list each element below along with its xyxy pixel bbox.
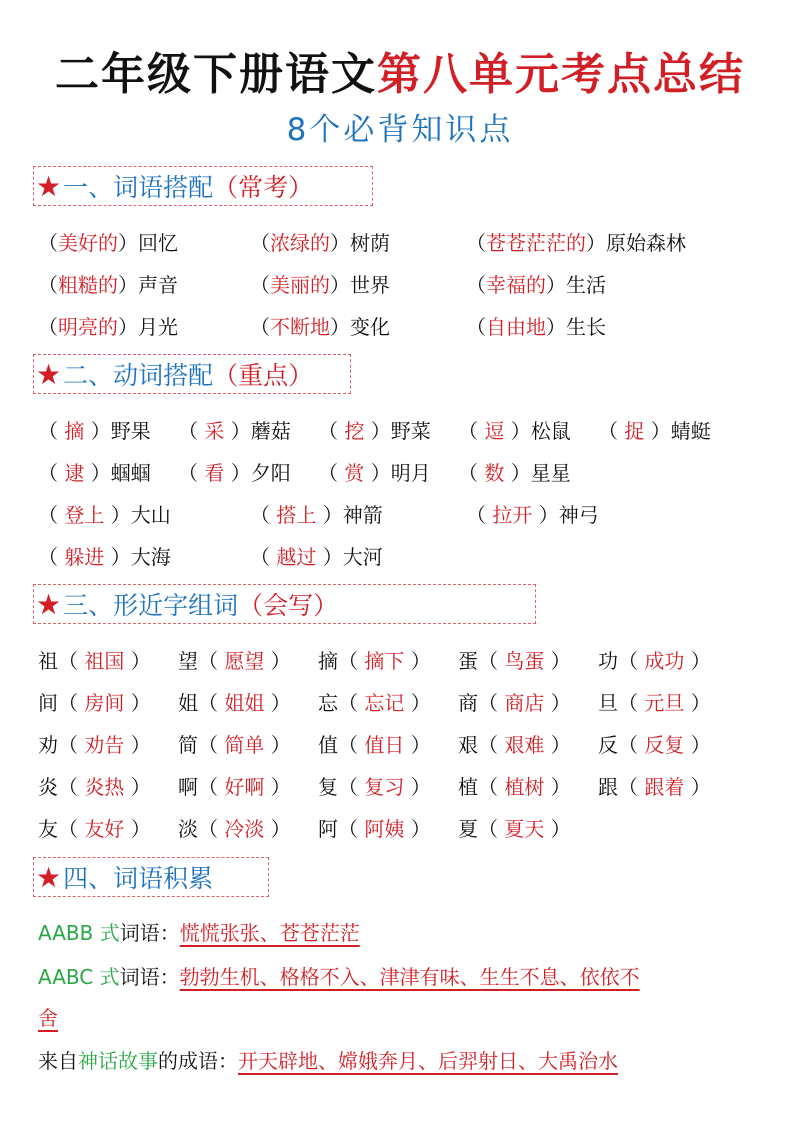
char-item: 简（ 简单 ） bbox=[178, 733, 291, 757]
aabc-line bbox=[38, 961, 640, 990]
char-base: 炎 bbox=[38, 775, 58, 799]
aabc-words: 勃勃生机、格格不入、津津有味、生生不息、依依不 bbox=[179, 965, 640, 989]
aabc-label: 词语： bbox=[119, 965, 180, 989]
verb-item: （ 越过 ）大河 bbox=[250, 545, 383, 569]
star-icon: ★ bbox=[36, 587, 62, 621]
verb-object: 星星 bbox=[530, 461, 571, 485]
char-word: 忘记 bbox=[364, 691, 405, 715]
verb-word: 挖 bbox=[344, 419, 365, 443]
char-item: 旦（ 元旦 ） bbox=[598, 691, 711, 715]
char-word: 好啊 bbox=[224, 775, 265, 799]
char-base: 祖 bbox=[38, 649, 58, 673]
section-1-note: （常考） bbox=[213, 173, 314, 202]
section-1-label: 一、词语搭配 bbox=[63, 173, 214, 202]
char-base: 商 bbox=[458, 691, 478, 715]
myth-prefix: 来自 bbox=[38, 1049, 78, 1073]
section-1-header bbox=[33, 166, 373, 206]
char-word: 夏天 bbox=[504, 817, 545, 841]
char-word: 冷淡 bbox=[224, 817, 265, 841]
star-icon: ★ bbox=[36, 169, 62, 203]
char-base: 啊 bbox=[178, 775, 198, 799]
aabb-tag: AABB 式 bbox=[38, 921, 120, 945]
myth-line bbox=[38, 1045, 618, 1074]
char-word: 房间 bbox=[84, 691, 125, 715]
myth-tag: 神话故事 bbox=[78, 1049, 158, 1073]
phrase-noun: 世界 bbox=[350, 273, 390, 297]
phrase-item: （自由地）生长 bbox=[466, 315, 606, 339]
char-base: 姐 bbox=[178, 691, 198, 715]
phrase-item: （不断地）变化 bbox=[250, 315, 390, 339]
section-2-label: 二、动词搭配 bbox=[63, 361, 214, 390]
char-word: 商店 bbox=[504, 691, 545, 715]
star-icon: ★ bbox=[36, 357, 62, 391]
phrase-noun: 生长 bbox=[566, 315, 606, 339]
verb-item: （ 登上 ）大山 bbox=[38, 503, 171, 527]
aabb-label: 词语： bbox=[119, 921, 180, 945]
verb-item: （ 逮 ）蝈蝈 bbox=[38, 461, 151, 485]
section-2-note: （重点） bbox=[213, 361, 314, 390]
char-word: 植树 bbox=[504, 775, 545, 799]
char-item: 植（ 植树 ） bbox=[458, 775, 571, 799]
char-item: 值（ 值日 ） bbox=[318, 733, 431, 757]
verb-word: 逗 bbox=[484, 419, 505, 443]
char-item: 劝（ 劝告 ） bbox=[38, 733, 151, 757]
verb-object: 大山 bbox=[130, 503, 171, 527]
verb-object: 神弓 bbox=[558, 503, 599, 527]
char-item: 姐（ 姐姐 ） bbox=[178, 691, 291, 715]
phrase-item: （幸福的）生活 bbox=[466, 273, 606, 297]
verb-item: （ 捉 ）蜻蜓 bbox=[598, 419, 711, 443]
phrase-modifier: 粗糙的 bbox=[58, 273, 118, 297]
verb-object: 蝈蝈 bbox=[110, 461, 151, 485]
verb-word: 捉 bbox=[624, 419, 645, 443]
verb-object: 野菜 bbox=[390, 419, 431, 443]
title-red: 第八单元考点总结 bbox=[377, 49, 745, 100]
verb-item: （ 采 ）蘑菇 bbox=[178, 419, 291, 443]
verb-word: 越过 bbox=[276, 545, 317, 569]
char-item: 跟（ 跟着 ） bbox=[598, 775, 711, 799]
star-icon: ★ bbox=[36, 860, 62, 894]
verb-word: 搭上 bbox=[276, 503, 317, 527]
char-item: 摘（ 摘下 ） bbox=[318, 649, 431, 673]
phrase-modifier: 美好的 bbox=[58, 231, 118, 255]
phrase-modifier: 美丽的 bbox=[270, 273, 330, 297]
verb-item: （ 挖 ）野菜 bbox=[318, 419, 431, 443]
phrase-item: （苍苍茫茫的）原始森林 bbox=[466, 231, 686, 255]
phrase-item: （美好的）回忆 bbox=[38, 231, 178, 255]
char-word: 值日 bbox=[364, 733, 405, 757]
verb-word: 拉开 bbox=[492, 503, 533, 527]
section-2-header bbox=[33, 354, 351, 394]
phrase-noun: 回忆 bbox=[138, 231, 178, 255]
phrase-modifier: 浓绿的 bbox=[270, 231, 330, 255]
char-base: 夏 bbox=[458, 817, 478, 841]
char-base: 艰 bbox=[458, 733, 478, 757]
char-word: 鸟蛋 bbox=[504, 649, 545, 673]
aabc-words-cont: 舍 bbox=[38, 1006, 58, 1030]
verb-item: （ 搭上 ）神箭 bbox=[250, 503, 383, 527]
char-item: 友（ 友好 ） bbox=[38, 817, 151, 841]
phrase-modifier: 明亮的 bbox=[58, 315, 118, 339]
char-base: 阿 bbox=[318, 817, 338, 841]
char-item: 复（ 复习 ） bbox=[318, 775, 431, 799]
char-item: 功（ 成功 ） bbox=[598, 649, 711, 673]
char-base: 望 bbox=[178, 649, 198, 673]
phrase-noun: 生活 bbox=[566, 273, 606, 297]
char-base: 旦 bbox=[598, 691, 618, 715]
phrase-item: （浓绿的）树荫 bbox=[250, 231, 390, 255]
phrase-item: （美丽的）世界 bbox=[250, 273, 390, 297]
verb-word: 数 bbox=[484, 461, 505, 485]
char-word: 友好 bbox=[84, 817, 125, 841]
char-item: 阿（ 阿姨 ） bbox=[318, 817, 431, 841]
phrase-item: （明亮的）月光 bbox=[38, 315, 178, 339]
section-3-note: （会写） bbox=[238, 591, 339, 620]
char-word: 祖国 bbox=[84, 649, 125, 673]
phrase-noun: 声音 bbox=[138, 273, 178, 297]
phrase-modifier: 苍苍茫茫的 bbox=[486, 231, 586, 255]
phrase-noun: 变化 bbox=[350, 315, 390, 339]
verb-object: 神箭 bbox=[342, 503, 383, 527]
char-item: 蛋（ 鸟蛋 ） bbox=[458, 649, 571, 673]
char-base: 忘 bbox=[318, 691, 338, 715]
char-base: 简 bbox=[178, 733, 198, 757]
title-black: 二年级下册语文 bbox=[55, 49, 377, 100]
char-word: 姐姐 bbox=[224, 691, 265, 715]
phrase-noun: 月光 bbox=[138, 315, 178, 339]
char-item: 啊（ 好啊 ） bbox=[178, 775, 291, 799]
char-item: 间（ 房间 ） bbox=[38, 691, 151, 715]
aabb-words: 慌慌张张、苍苍茫茫 bbox=[179, 921, 360, 945]
char-word: 劝告 bbox=[84, 733, 125, 757]
char-base: 跟 bbox=[598, 775, 618, 799]
verb-word: 摘 bbox=[64, 419, 85, 443]
char-word: 跟着 bbox=[644, 775, 685, 799]
char-word: 反复 bbox=[644, 733, 685, 757]
phrase-modifier: 自由地 bbox=[486, 315, 546, 339]
verb-item: （ 拉开 ）神弓 bbox=[466, 503, 599, 527]
char-word: 艰难 bbox=[504, 733, 545, 757]
char-word: 元旦 bbox=[644, 691, 685, 715]
verb-object: 大海 bbox=[130, 545, 171, 569]
section-4-header bbox=[33, 857, 269, 897]
char-item: 艰（ 艰难 ） bbox=[458, 733, 571, 757]
char-base: 蛋 bbox=[458, 649, 478, 673]
char-word: 复习 bbox=[364, 775, 405, 799]
section-3-label: 三、形近字组词 bbox=[63, 591, 239, 620]
myth-label: 的成语： bbox=[158, 1049, 238, 1073]
aabc-tag: AABC 式 bbox=[38, 965, 120, 989]
char-base: 淡 bbox=[178, 817, 198, 841]
aabb-line bbox=[38, 917, 360, 946]
verb-word: 登上 bbox=[64, 503, 105, 527]
section-4-label: 四、词语积累 bbox=[63, 864, 214, 893]
char-word: 愿望 bbox=[224, 649, 265, 673]
verb-object: 大河 bbox=[342, 545, 383, 569]
aabc-line-2 bbox=[38, 1002, 58, 1031]
char-base: 间 bbox=[38, 691, 58, 715]
char-word: 阿姨 bbox=[364, 817, 405, 841]
char-word: 成功 bbox=[644, 649, 685, 673]
char-word: 简单 bbox=[224, 733, 265, 757]
verb-item: （ 看 ）夕阳 bbox=[178, 461, 291, 485]
verb-item: （ 躲进 ）大海 bbox=[38, 545, 171, 569]
verb-item: （ 摘 ）野果 bbox=[38, 419, 151, 443]
char-item: 反（ 反复 ） bbox=[598, 733, 711, 757]
char-base: 反 bbox=[598, 733, 618, 757]
verb-word: 看 bbox=[204, 461, 225, 485]
verb-word: 逮 bbox=[64, 461, 85, 485]
char-base: 植 bbox=[458, 775, 478, 799]
verb-object: 松鼠 bbox=[530, 419, 571, 443]
char-base: 摘 bbox=[318, 649, 338, 673]
myth-words: 开天辟地、嫦娥奔月、后羿射日、大禹治水 bbox=[238, 1049, 618, 1073]
phrase-modifier: 不断地 bbox=[270, 315, 330, 339]
phrase-modifier: 幸福的 bbox=[486, 273, 546, 297]
verb-word: 躲进 bbox=[64, 545, 105, 569]
char-base: 值 bbox=[318, 733, 338, 757]
phrase-noun: 原始森林 bbox=[606, 231, 686, 255]
verb-word: 采 bbox=[204, 419, 225, 443]
section-3-header bbox=[33, 584, 536, 624]
char-base: 复 bbox=[318, 775, 338, 799]
verb-item: （ 赏 ）明月 bbox=[318, 461, 431, 485]
char-item: 商（ 商店 ） bbox=[458, 691, 571, 715]
char-word: 摘下 bbox=[364, 649, 405, 673]
phrase-item: （粗糙的）声音 bbox=[38, 273, 178, 297]
char-item: 祖（ 祖国 ） bbox=[38, 649, 151, 673]
phrase-noun: 树荫 bbox=[350, 231, 390, 255]
verb-object: 明月 bbox=[390, 461, 431, 485]
verb-object: 蘑菇 bbox=[250, 419, 291, 443]
page-title bbox=[0, 38, 800, 102]
verb-object: 蜻蜓 bbox=[670, 419, 711, 443]
verb-item: （ 逗 ）松鼠 bbox=[458, 419, 571, 443]
verb-object: 野果 bbox=[110, 419, 151, 443]
char-base: 功 bbox=[598, 649, 618, 673]
verb-item: （ 数 ）星星 bbox=[458, 461, 571, 485]
char-item: 淡（ 冷淡 ） bbox=[178, 817, 291, 841]
char-item: 忘（ 忘记 ） bbox=[318, 691, 431, 715]
char-base: 友 bbox=[38, 817, 58, 841]
verb-object: 夕阳 bbox=[250, 461, 291, 485]
char-base: 劝 bbox=[38, 733, 58, 757]
char-item: 望（ 愿望 ） bbox=[178, 649, 291, 673]
verb-word: 赏 bbox=[344, 461, 365, 485]
char-word: 炎热 bbox=[84, 775, 125, 799]
char-item: 夏（ 夏天 ） bbox=[458, 817, 571, 841]
char-item: 炎（ 炎热 ） bbox=[38, 775, 151, 799]
page-subtitle: 8个必背知识点 bbox=[286, 112, 514, 148]
